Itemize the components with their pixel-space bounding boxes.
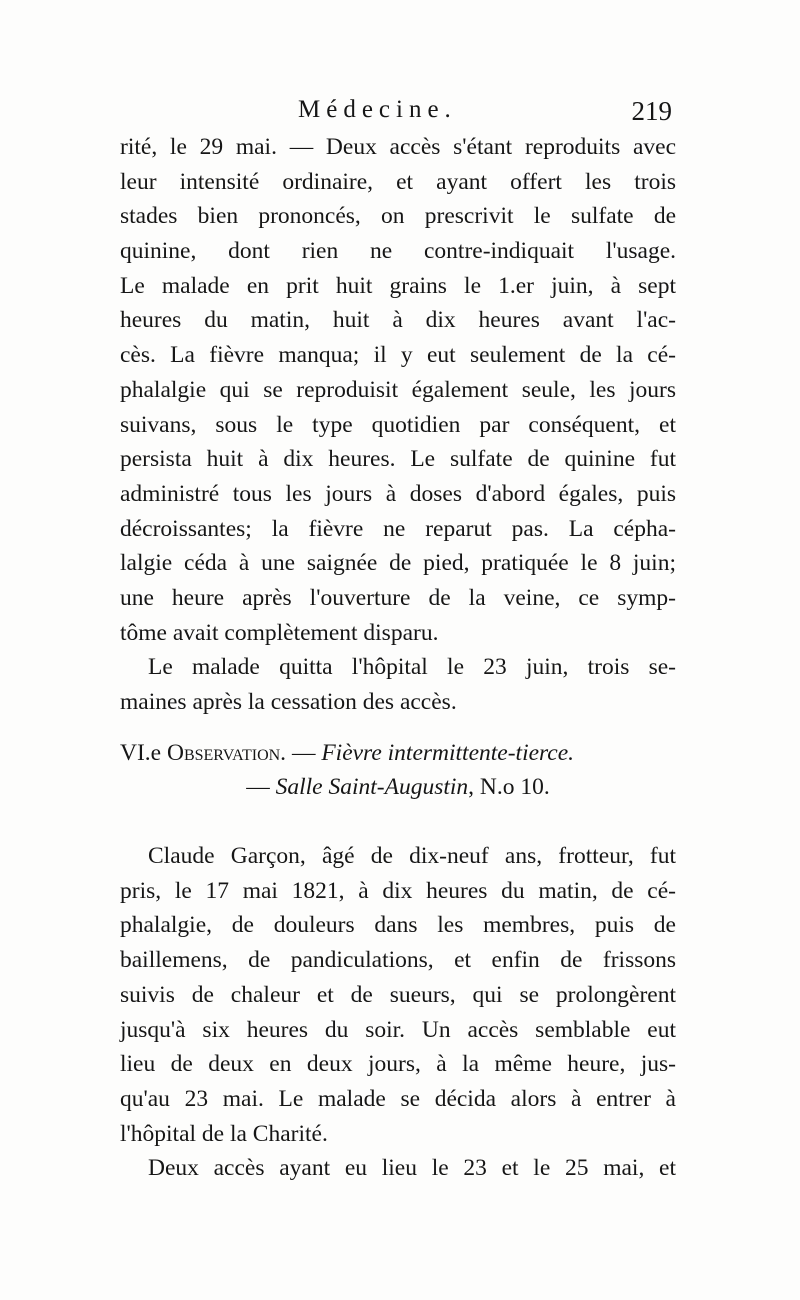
observation-number: VI.e [120,739,162,766]
text-line: suivis de chaleur et de sueurs, qui se prolongèrent [120,981,676,1008]
page-number: 219 [631,96,672,126]
text-line: maines après la cessation des accès. [120,689,457,715]
text-line: jusqu'à six heures du soir. Un accès semblable eut [120,1016,676,1043]
text-line: une heure après l'ouverture de la veine, ce symp- [120,584,676,611]
paragraph-3 [120,839,680,1151]
observation-label: Observation. [166,739,287,766]
observation-heading-line-1 [120,736,676,771]
text-line: quinine, dont rien ne contre-indiquait l'usage. [120,238,676,265]
text-line: suivans, sous le type quotidien par conséquent, et [120,411,676,438]
text-line: Deux accès ayant eu lieu le 23 et le 25 mai, et [148,1155,676,1182]
text-line: décroissantes; la fièvre ne reparut pas. La cépha- [120,515,676,542]
body-text [120,130,680,1186]
spacer [120,805,680,839]
spacer [120,720,680,736]
observation-heading [120,736,680,805]
text-line: tôme avait complètement disparu. [120,619,439,646]
text-line: Le malade en prit huit grains le 1.er juin, à sept [120,272,676,299]
paragraph-1 [120,130,680,650]
observation-title: Fièvre intermittente-tierce. [321,739,575,766]
text-line: phalalgie qui se reproduisit également seule, les jours [120,376,676,403]
text-line: leur intensité ordinaire, et ayant offert les trois [120,168,676,195]
text-line: Claude Garçon, âgé de dix-neuf ans, frotteur, fut [148,843,676,870]
text-line: phalalgie, de douleurs dans les membres, puis de [120,912,676,939]
paragraph-2 [120,650,680,719]
text-line: cès. La fièvre manqua; il y eut seulement de la cé- [120,342,676,369]
ward-name: Salle Saint-Augustin [275,774,469,801]
text-line: qu'au 23 mai. Le malade se décida alors à entrer à [120,1085,676,1112]
running-title: Médecine. [298,96,457,123]
text-line: baillemens, de pandiculations, et enfin de frissons [120,947,676,974]
text-line: heures du matin, huit à dix heures avant l'ac- [120,307,676,334]
paragraph-4 [120,1151,680,1186]
bed-number: , N.o 10. [468,774,550,801]
text-line: lieu de deux en deux jours, à la même heure, jus- [120,1051,676,1078]
text-line: pris, le 17 mai 1821, à dix heures du matin, de cé- [120,877,676,904]
observation-heading-line-2 [120,770,676,805]
heading-dash: — [246,774,276,801]
text-line: rité, le 29 mai. — Deux accès s'étant reproduits avec [120,134,676,160]
heading-dash: — [286,739,322,766]
text-line: stades bien prononcés, on prescrivit le sulfate de [120,203,676,230]
text-line: administré tous les jours à doses d'abord égales, puis [120,480,676,507]
text-line: persista huit à dix heures. Le sulfate de quinine fut [120,446,676,473]
text-line: l'hôpital de la Charité. [120,1120,328,1147]
text-line: lalgie céda à une saignée de pied, pratiquée le 8 juin; [120,550,676,577]
text-line: Le malade quitta l'hôpital le 23 juin, trois se- [148,654,676,681]
